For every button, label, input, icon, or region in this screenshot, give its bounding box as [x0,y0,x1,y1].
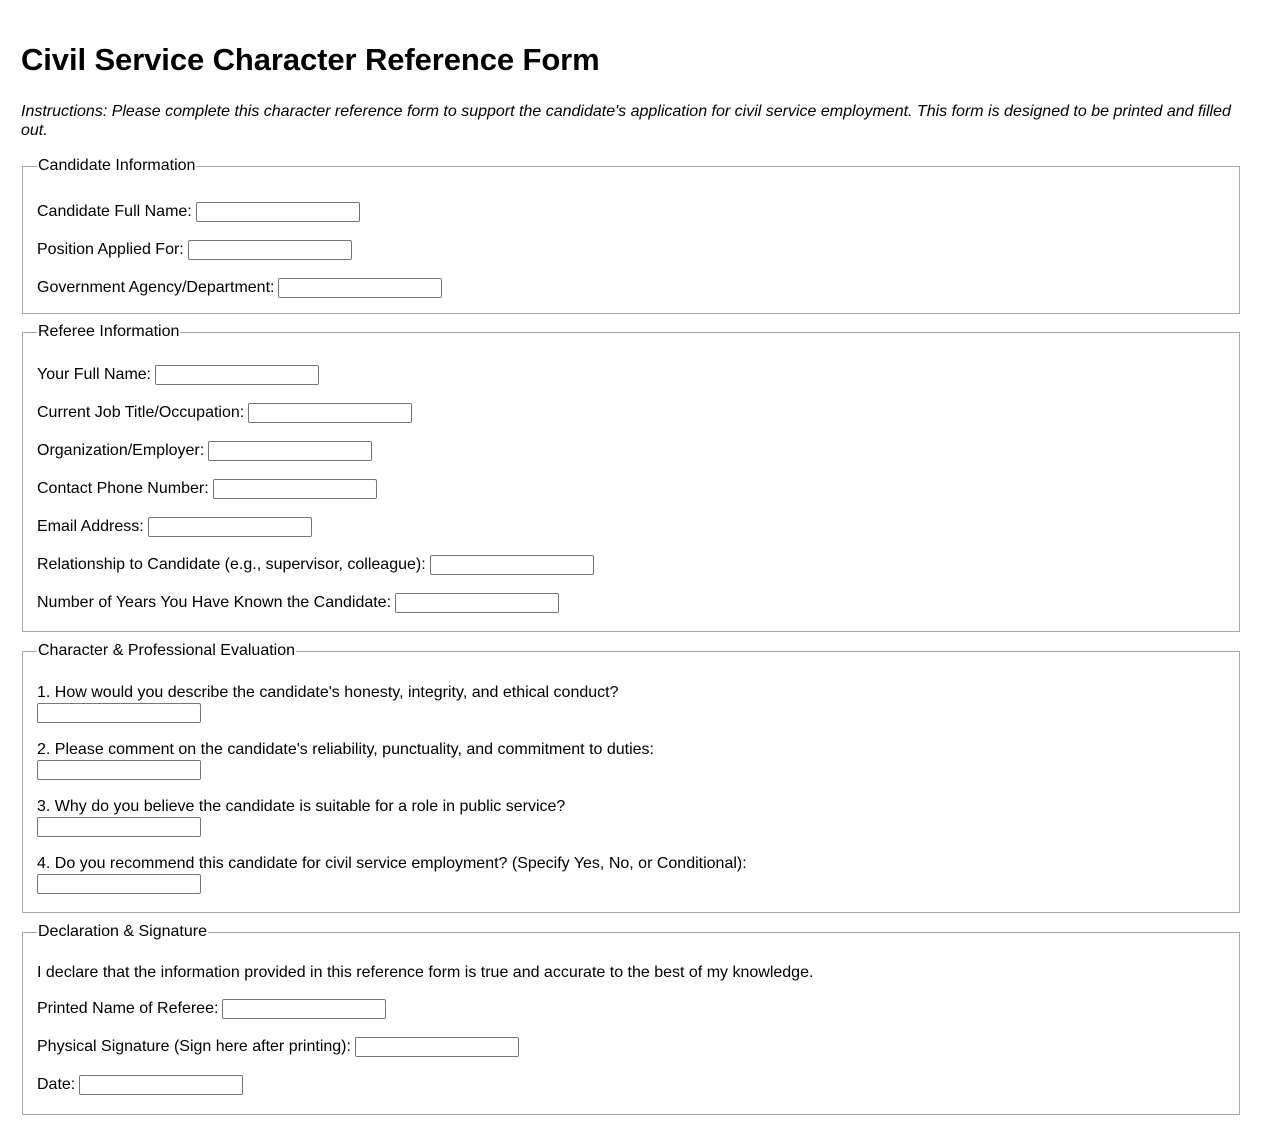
question-3-label: 3. Why do you believe the candidate is suitable for a role in public service? [37,798,566,815]
years-known-label: Number of Years You Have Known the Candidate: [37,594,392,611]
question-2-label: 2. Please comment on the candidate's reliability, punctuality, and commitment to duties: [37,741,654,758]
signature-input[interactable] [355,1037,519,1057]
referee-information-section [22,323,1240,632]
evaluation-legend: Character & Professional Evaluation [38,642,296,659]
date-row [37,1074,1225,1096]
question-3-input[interactable] [37,817,201,837]
declaration-section [22,923,1240,1115]
page-title: Civil Service Character Reference Form [21,42,600,77]
question-4 [37,854,1225,894]
email-row [37,516,1225,538]
candidate-information-section [22,157,1240,314]
organization-label: Organization/Employer: [37,442,205,459]
candidate-full-name-input[interactable] [196,202,360,222]
question-1 [37,683,1225,723]
organization-input[interactable] [208,441,372,461]
organization-row [37,440,1225,462]
email-label: Email Address: [37,518,144,535]
job-title-input[interactable] [248,403,412,423]
evaluation-section [22,642,1240,913]
referee-full-name-label: Your Full Name: [37,366,152,383]
instructions-text: Instructions: Please complete this character reference form to support the candidate's application for civil service employment. This form is designed to be printed and filled out. [21,103,1231,139]
printed-name-input[interactable] [222,999,386,1019]
email-input[interactable] [148,517,312,537]
referee-information-legend: Referee Information [38,323,180,340]
declaration-legend: Declaration & Signature [38,923,207,940]
relationship-input[interactable] [430,555,594,575]
question-1-input[interactable] [37,703,201,723]
candidate-full-name-row [37,201,1225,223]
question-1-label: 1. How would you describe the candidate's honesty, integrity, and ethical conduct? [37,684,619,701]
relationship-label: Relationship to Candidate (e.g., supervisor, colleague): [37,556,426,573]
agency-department-row [37,277,1225,299]
agency-department-input[interactable] [278,278,442,298]
candidate-full-name-label: Candidate Full Name: [37,203,192,220]
question-4-input[interactable] [37,874,201,894]
position-applied-row [37,239,1225,261]
position-applied-input[interactable] [188,240,352,260]
years-known-row [37,592,1225,614]
years-known-input[interactable] [395,593,559,613]
printed-name-row [37,998,1225,1020]
question-4-label: 4. Do you recommend this candidate for civil service employment? (Specify Yes, No, or Conditional): [37,855,747,872]
referee-full-name-row [37,364,1225,386]
referee-full-name-input[interactable] [155,365,319,385]
declaration-statement: I declare that the information provided in this reference form is true and accurate to the best of my knowledge. [37,964,814,981]
job-title-label: Current Job Title/Occupation: [37,404,245,421]
date-input[interactable] [79,1075,243,1095]
printed-name-label: Printed Name of Referee: [37,1000,219,1017]
question-2-input[interactable] [37,760,201,780]
phone-input[interactable] [213,479,377,499]
relationship-row [37,554,1225,576]
question-3 [37,797,1225,837]
agency-department-label: Government Agency/Department: [37,279,275,296]
date-label: Date: [37,1076,76,1093]
signature-row [37,1036,1225,1058]
phone-row [37,478,1225,500]
phone-label: Contact Phone Number: [37,480,209,497]
position-applied-label: Position Applied For: [37,241,184,258]
signature-label: Physical Signature (Sign here after printing): [37,1038,351,1055]
candidate-information-legend: Candidate Information [38,157,196,174]
job-title-row [37,402,1225,424]
question-2 [37,740,1225,780]
